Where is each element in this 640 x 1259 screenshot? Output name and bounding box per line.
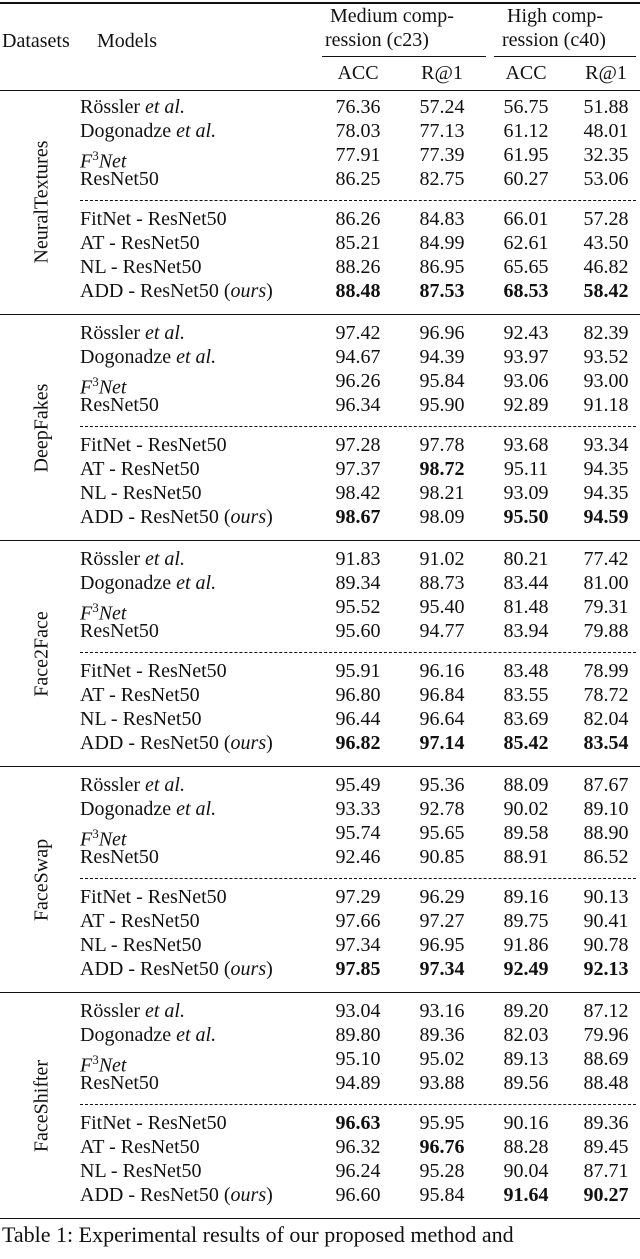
model-name bbox=[80, 394, 159, 417]
acc-high-cell: 95.11 bbox=[503, 458, 549, 480]
model-name-text: ResNet50 bbox=[80, 394, 159, 416]
r1-medium-cell: 95.84 bbox=[419, 1184, 465, 1206]
r1-high-cell: 90.27 bbox=[583, 1184, 629, 1206]
acc-high-cell: 62.61 bbox=[503, 232, 549, 254]
model-name-italic: F bbox=[80, 1054, 93, 1077]
r1-medium-cell: 95.90 bbox=[419, 394, 465, 416]
header-datasets: Datasets bbox=[2, 30, 70, 52]
model-name-italic: et al. bbox=[145, 96, 185, 118]
model-name bbox=[80, 798, 216, 821]
acc-high-cell: 83.44 bbox=[503, 572, 549, 594]
r1-medium-cell: 87.53 bbox=[419, 280, 465, 302]
group-bottom-rule bbox=[0, 540, 640, 541]
model-name bbox=[80, 208, 227, 231]
r1-medium-cell: 97.78 bbox=[419, 434, 465, 456]
model-name bbox=[80, 1136, 200, 1159]
acc-medium-cell: 97.37 bbox=[335, 458, 381, 480]
acc-high-cell: 89.56 bbox=[503, 1072, 549, 1094]
model-name bbox=[80, 732, 273, 755]
model-name-text: ADD - ResNet50 ( bbox=[80, 732, 231, 754]
model-name-text: ResNet50 bbox=[80, 846, 159, 868]
r1-medium-cell: 86.95 bbox=[419, 256, 465, 278]
acc-medium-cell: 94.89 bbox=[335, 1072, 381, 1094]
acc-medium-cell: 96.24 bbox=[335, 1160, 381, 1182]
model-name-text: Rössler bbox=[80, 774, 145, 796]
acc-high-cell: 93.68 bbox=[503, 434, 549, 456]
group-dashed-separator bbox=[80, 200, 636, 201]
model-name-italic: et al. bbox=[176, 346, 217, 368]
header-medium-line2: ression (c23) bbox=[325, 29, 429, 51]
model-name-text: ResNet50 bbox=[80, 620, 159, 642]
r1-high-cell: 86.52 bbox=[583, 846, 629, 868]
r1-medium-cell: 77.39 bbox=[419, 144, 465, 166]
acc-medium-cell: 93.33 bbox=[335, 798, 381, 820]
acc-high-cell: 91.64 bbox=[503, 1184, 549, 1206]
model-name-italic: et al. bbox=[176, 572, 217, 594]
r1-high-cell: 82.04 bbox=[583, 708, 629, 730]
acc-high-cell: 83.55 bbox=[503, 684, 549, 706]
r1-medium-cell: 94.77 bbox=[419, 620, 465, 642]
acc-medium-cell: 95.52 bbox=[335, 596, 381, 618]
model-name bbox=[80, 620, 159, 643]
model-name-text: FitNet - ResNet50 bbox=[80, 434, 227, 456]
r1-high-cell: 46.82 bbox=[583, 256, 629, 278]
r1-medium-cell: 88.73 bbox=[419, 572, 465, 594]
header-acc-high: ACC bbox=[505, 62, 547, 84]
acc-medium-cell: 93.04 bbox=[335, 1000, 381, 1022]
r1-high-cell: 89.10 bbox=[583, 798, 629, 820]
model-name-italic: et al. bbox=[145, 774, 185, 796]
group-bottom-rule bbox=[0, 992, 640, 993]
model-name-text: NL - ResNet50 bbox=[80, 1160, 202, 1182]
model-name-italic: ours bbox=[230, 280, 267, 302]
group-dashed-separator bbox=[80, 878, 636, 879]
r1-high-cell: 77.42 bbox=[583, 548, 629, 570]
high-span-rule bbox=[494, 56, 636, 57]
model-name bbox=[80, 572, 216, 595]
model-name bbox=[80, 322, 185, 345]
acc-medium-cell: 96.82 bbox=[335, 732, 381, 754]
acc-medium-cell: 96.60 bbox=[335, 1184, 381, 1206]
model-name-italic: Net bbox=[98, 376, 127, 399]
acc-high-cell: 83.94 bbox=[503, 620, 549, 642]
dataset-label: FaceShifter bbox=[30, 1059, 53, 1153]
model-name-italic: et al. bbox=[176, 120, 217, 142]
r1-high-cell: 88.48 bbox=[583, 1072, 629, 1094]
r1-high-cell: 79.96 bbox=[583, 1024, 629, 1046]
r1-medium-cell: 95.84 bbox=[419, 370, 465, 392]
acc-high-cell: 93.97 bbox=[503, 346, 549, 368]
group-bottom-rule bbox=[0, 766, 640, 767]
model-name-text: ADD - ResNet50 ( bbox=[80, 958, 231, 980]
r1-high-cell: 94.59 bbox=[583, 506, 629, 528]
r1-high-cell: 87.67 bbox=[583, 774, 629, 796]
r1-high-cell: 88.90 bbox=[583, 822, 629, 844]
model-name-text: Dogonadze bbox=[80, 346, 177, 368]
acc-medium-cell: 86.26 bbox=[335, 208, 381, 230]
header-medium-line1: Medium comp- bbox=[330, 5, 454, 27]
header-bottom-rule bbox=[0, 90, 640, 91]
acc-medium-cell: 94.67 bbox=[335, 346, 381, 368]
r1-high-cell: 93.34 bbox=[583, 434, 629, 456]
model-name-text: Rössler bbox=[80, 548, 145, 570]
acc-high-cell: 91.86 bbox=[503, 934, 549, 956]
r1-medium-cell: 95.36 bbox=[419, 774, 465, 796]
header-r1-high: R@1 bbox=[585, 62, 627, 84]
r1-high-cell: 51.88 bbox=[583, 96, 629, 118]
model-name-text: AT - ResNet50 bbox=[80, 458, 200, 480]
acc-high-cell: 93.09 bbox=[503, 482, 549, 504]
model-name-text: ADD - ResNet50 ( bbox=[80, 280, 231, 302]
model-name bbox=[80, 1000, 185, 1023]
acc-high-cell: 83.48 bbox=[503, 660, 549, 682]
r1-medium-cell: 90.85 bbox=[419, 846, 465, 868]
model-name-italic: Net bbox=[98, 150, 127, 173]
acc-high-cell: 61.12 bbox=[503, 120, 549, 142]
acc-high-cell: 88.28 bbox=[503, 1136, 549, 1158]
model-name bbox=[80, 708, 201, 731]
table-caption: Table 1: Experimental results of our proposed method and bbox=[2, 1222, 514, 1247]
acc-high-cell: 60.27 bbox=[503, 168, 549, 190]
r1-medium-cell: 93.88 bbox=[419, 1072, 465, 1094]
r1-medium-cell: 96.84 bbox=[419, 684, 465, 706]
acc-high-cell: 65.65 bbox=[503, 256, 549, 278]
acc-medium-cell: 98.42 bbox=[335, 482, 381, 504]
acc-high-cell: 83.69 bbox=[503, 708, 549, 730]
acc-high-cell: 92.89 bbox=[503, 394, 549, 416]
r1-high-cell: 43.50 bbox=[583, 232, 629, 254]
model-name-text: Rössler bbox=[80, 1000, 145, 1022]
model-name-superscript: 3 bbox=[92, 826, 99, 841]
r1-high-cell: 32.35 bbox=[583, 144, 629, 166]
model-name-text: ResNet50 bbox=[80, 1072, 159, 1094]
model-name bbox=[80, 774, 185, 797]
model-name-text: Rössler bbox=[80, 96, 145, 118]
model-name bbox=[80, 684, 200, 707]
r1-high-cell: 89.36 bbox=[583, 1112, 629, 1134]
r1-high-cell: 83.54 bbox=[583, 732, 629, 754]
model-name bbox=[80, 1024, 216, 1047]
acc-high-cell: 95.50 bbox=[503, 506, 549, 528]
acc-medium-cell: 95.91 bbox=[335, 660, 381, 682]
r1-medium-cell: 94.39 bbox=[419, 346, 465, 368]
r1-medium-cell: 97.14 bbox=[419, 732, 465, 754]
model-name-italic: Net bbox=[98, 602, 127, 625]
model-name-text: ) bbox=[266, 958, 273, 980]
r1-medium-cell: 57.24 bbox=[419, 96, 465, 118]
r1-medium-cell: 95.40 bbox=[419, 596, 465, 618]
r1-medium-cell: 82.75 bbox=[419, 168, 465, 190]
model-name-italic: Net bbox=[98, 828, 127, 851]
model-name-superscript: 3 bbox=[92, 1052, 99, 1067]
model-name-text: AT - ResNet50 bbox=[80, 232, 200, 254]
model-name-italic: F bbox=[80, 376, 93, 399]
acc-high-cell: 92.49 bbox=[503, 958, 549, 980]
r1-high-cell: 81.00 bbox=[583, 572, 629, 594]
model-name-text: NL - ResNet50 bbox=[80, 482, 202, 504]
model-name-italic: et al. bbox=[176, 1024, 217, 1046]
acc-medium-cell: 97.85 bbox=[335, 958, 381, 980]
dataset-label: DeepFakes bbox=[30, 383, 53, 473]
model-name-text: NL - ResNet50 bbox=[80, 708, 202, 730]
acc-medium-cell: 85.21 bbox=[335, 232, 381, 254]
r1-medium-cell: 96.64 bbox=[419, 708, 465, 730]
r1-medium-cell: 95.65 bbox=[419, 822, 465, 844]
acc-medium-cell: 78.03 bbox=[335, 120, 381, 142]
r1-medium-cell: 96.76 bbox=[419, 1136, 465, 1158]
r1-high-cell: 87.71 bbox=[583, 1160, 629, 1182]
acc-medium-cell: 96.26 bbox=[335, 370, 381, 392]
r1-high-cell: 78.99 bbox=[583, 660, 629, 682]
r1-medium-cell: 84.99 bbox=[419, 232, 465, 254]
model-name-text: NL - ResNet50 bbox=[80, 256, 202, 278]
acc-high-cell: 89.20 bbox=[503, 1000, 549, 1022]
acc-high-cell: 89.13 bbox=[503, 1048, 549, 1070]
model-name bbox=[80, 910, 200, 933]
model-name bbox=[80, 934, 201, 957]
acc-high-cell: 90.04 bbox=[503, 1160, 549, 1182]
r1-high-cell: 58.42 bbox=[583, 280, 629, 302]
acc-medium-cell: 97.34 bbox=[335, 934, 381, 956]
model-name-italic: et al. bbox=[145, 322, 185, 344]
acc-medium-cell: 96.32 bbox=[335, 1136, 381, 1158]
model-name bbox=[80, 256, 201, 279]
acc-medium-cell: 95.49 bbox=[335, 774, 381, 796]
group-dashed-separator bbox=[80, 426, 636, 427]
model-name-text: ADD - ResNet50 ( bbox=[80, 506, 231, 528]
group-dashed-separator bbox=[80, 652, 636, 653]
r1-high-cell: 90.78 bbox=[583, 934, 629, 956]
model-name bbox=[80, 280, 273, 303]
r1-high-cell: 90.41 bbox=[583, 910, 629, 932]
r1-high-cell: 93.00 bbox=[583, 370, 629, 392]
model-name-text: FitNet - ResNet50 bbox=[80, 660, 227, 682]
acc-medium-cell: 97.42 bbox=[335, 322, 381, 344]
acc-medium-cell: 98.67 bbox=[335, 506, 381, 528]
model-name bbox=[80, 1184, 273, 1207]
model-name-text: AT - ResNet50 bbox=[80, 910, 200, 932]
model-name-italic: Net bbox=[98, 1054, 127, 1077]
model-name-italic: et al. bbox=[145, 548, 185, 570]
model-name-italic: ours bbox=[230, 958, 267, 980]
acc-high-cell: 56.75 bbox=[503, 96, 549, 118]
acc-high-cell: 85.42 bbox=[503, 732, 549, 754]
acc-high-cell: 88.09 bbox=[503, 774, 549, 796]
acc-medium-cell: 96.63 bbox=[335, 1112, 381, 1134]
model-name bbox=[80, 232, 200, 255]
model-name-text: FitNet - ResNet50 bbox=[80, 886, 227, 908]
r1-medium-cell: 95.95 bbox=[419, 1112, 465, 1134]
model-name bbox=[80, 1072, 159, 1095]
model-name-text: AT - ResNet50 bbox=[80, 684, 200, 706]
model-name-superscript: 3 bbox=[92, 148, 99, 163]
model-name-italic: ours bbox=[230, 732, 267, 754]
acc-medium-cell: 86.25 bbox=[335, 168, 381, 190]
model-name-text: AT - ResNet50 bbox=[80, 1136, 200, 1158]
model-name-text: ) bbox=[266, 506, 273, 528]
acc-high-cell: 90.16 bbox=[503, 1112, 549, 1134]
model-name-text: ) bbox=[266, 1184, 273, 1206]
acc-high-cell: 68.53 bbox=[503, 280, 549, 302]
top-rule bbox=[0, 2, 640, 4]
r1-medium-cell: 96.95 bbox=[419, 934, 465, 956]
model-name bbox=[80, 120, 216, 143]
r1-high-cell: 92.13 bbox=[583, 958, 629, 980]
acc-high-cell: 82.03 bbox=[503, 1024, 549, 1046]
r1-high-cell: 89.45 bbox=[583, 1136, 629, 1158]
model-name bbox=[80, 846, 159, 869]
acc-medium-cell: 91.83 bbox=[335, 548, 381, 570]
model-name-text: ResNet50 bbox=[80, 168, 159, 190]
acc-medium-cell: 95.10 bbox=[335, 1048, 381, 1070]
model-name bbox=[80, 506, 273, 529]
model-name bbox=[80, 96, 185, 119]
r1-high-cell: 57.28 bbox=[583, 208, 629, 230]
r1-high-cell: 94.35 bbox=[583, 458, 629, 480]
model-name bbox=[80, 1160, 201, 1183]
acc-medium-cell: 88.48 bbox=[335, 280, 381, 302]
header-high-line1: High comp- bbox=[507, 5, 604, 27]
r1-high-cell: 94.35 bbox=[583, 482, 629, 504]
model-name-italic: F bbox=[80, 828, 93, 851]
group-bottom-rule bbox=[0, 1218, 640, 1219]
model-name-superscript: 3 bbox=[92, 374, 99, 389]
model-name-text: NL - ResNet50 bbox=[80, 934, 202, 956]
model-name-text: FitNet - ResNet50 bbox=[80, 208, 227, 230]
r1-medium-cell: 98.21 bbox=[419, 482, 465, 504]
acc-medium-cell: 89.34 bbox=[335, 572, 381, 594]
acc-high-cell: 89.75 bbox=[503, 910, 549, 932]
acc-high-cell: 88.91 bbox=[503, 846, 549, 868]
acc-medium-cell: 97.29 bbox=[335, 886, 381, 908]
r1-medium-cell: 95.02 bbox=[419, 1048, 465, 1070]
header-models: Models bbox=[97, 30, 157, 52]
r1-medium-cell: 93.16 bbox=[419, 1000, 465, 1022]
model-name-text: Dogonadze bbox=[80, 572, 177, 594]
r1-medium-cell: 96.16 bbox=[419, 660, 465, 682]
model-name-italic: et al. bbox=[176, 798, 217, 820]
model-name bbox=[80, 346, 216, 369]
r1-high-cell: 90.13 bbox=[583, 886, 629, 908]
r1-high-cell: 53.06 bbox=[583, 168, 629, 190]
r1-high-cell: 82.39 bbox=[583, 322, 629, 344]
r1-medium-cell: 77.13 bbox=[419, 120, 465, 142]
dataset-label: NeuralTextures bbox=[30, 140, 53, 264]
model-name bbox=[80, 958, 273, 981]
r1-medium-cell: 97.27 bbox=[419, 910, 465, 932]
acc-high-cell: 92.43 bbox=[503, 322, 549, 344]
r1-medium-cell: 96.96 bbox=[419, 322, 465, 344]
acc-high-cell: 81.48 bbox=[503, 596, 549, 618]
acc-high-cell: 66.01 bbox=[503, 208, 549, 230]
acc-high-cell: 80.21 bbox=[503, 548, 549, 570]
header-acc-medium: ACC bbox=[337, 62, 379, 84]
dataset-label: FaceSwap bbox=[30, 838, 53, 922]
r1-high-cell: 79.88 bbox=[583, 620, 629, 642]
acc-medium-cell: 77.91 bbox=[335, 144, 381, 166]
r1-high-cell: 93.52 bbox=[583, 346, 629, 368]
r1-high-cell: 88.69 bbox=[583, 1048, 629, 1070]
model-name bbox=[80, 660, 227, 683]
r1-high-cell: 78.72 bbox=[583, 684, 629, 706]
medium-span-rule bbox=[322, 56, 486, 57]
r1-medium-cell: 97.34 bbox=[419, 958, 465, 980]
model-name-text: Dogonadze bbox=[80, 120, 177, 142]
acc-high-cell: 93.06 bbox=[503, 370, 549, 392]
acc-medium-cell: 92.46 bbox=[335, 846, 381, 868]
r1-medium-cell: 92.78 bbox=[419, 798, 465, 820]
acc-medium-cell: 89.80 bbox=[335, 1024, 381, 1046]
acc-medium-cell: 95.74 bbox=[335, 822, 381, 844]
model-name-text: FitNet - ResNet50 bbox=[80, 1112, 227, 1134]
model-name-italic: F bbox=[80, 150, 93, 173]
group-dashed-separator bbox=[80, 1104, 636, 1105]
acc-high-cell: 89.58 bbox=[503, 822, 549, 844]
model-name-italic: ours bbox=[230, 506, 267, 528]
model-name bbox=[80, 482, 201, 505]
r1-medium-cell: 98.09 bbox=[419, 506, 465, 528]
header-high-line2: ression (c40) bbox=[502, 29, 606, 51]
model-name-superscript: 3 bbox=[92, 600, 99, 615]
acc-medium-cell: 88.26 bbox=[335, 256, 381, 278]
model-name-text: ADD - ResNet50 ( bbox=[80, 1184, 231, 1206]
acc-high-cell: 61.95 bbox=[503, 144, 549, 166]
r1-high-cell: 48.01 bbox=[583, 120, 629, 142]
acc-medium-cell: 95.60 bbox=[335, 620, 381, 642]
model-name-text: ) bbox=[266, 280, 273, 302]
header-r1-medium: R@1 bbox=[421, 62, 463, 84]
acc-high-cell: 90.02 bbox=[503, 798, 549, 820]
r1-medium-cell: 91.02 bbox=[419, 548, 465, 570]
model-name bbox=[80, 1112, 227, 1135]
model-name-text: Rössler bbox=[80, 322, 145, 344]
model-name-text: Dogonadze bbox=[80, 798, 177, 820]
r1-high-cell: 87.12 bbox=[583, 1000, 629, 1022]
acc-medium-cell: 96.44 bbox=[335, 708, 381, 730]
group-bottom-rule bbox=[0, 314, 640, 315]
model-name-italic: et al. bbox=[145, 1000, 185, 1022]
model-name bbox=[80, 548, 185, 571]
r1-medium-cell: 95.28 bbox=[419, 1160, 465, 1182]
acc-medium-cell: 96.34 bbox=[335, 394, 381, 416]
model-name-text: ) bbox=[266, 732, 273, 754]
model-name bbox=[80, 434, 227, 457]
acc-medium-cell: 97.66 bbox=[335, 910, 381, 932]
r1-medium-cell: 89.36 bbox=[419, 1024, 465, 1046]
acc-medium-cell: 76.36 bbox=[335, 96, 381, 118]
r1-medium-cell: 96.29 bbox=[419, 886, 465, 908]
model-name bbox=[80, 168, 159, 191]
acc-high-cell: 89.16 bbox=[503, 886, 549, 908]
model-name-italic: F bbox=[80, 602, 93, 625]
acc-medium-cell: 96.80 bbox=[335, 684, 381, 706]
model-name-italic: ours bbox=[230, 1184, 267, 1206]
acc-medium-cell: 97.28 bbox=[335, 434, 381, 456]
r1-high-cell: 91.18 bbox=[583, 394, 629, 416]
r1-medium-cell: 98.72 bbox=[419, 458, 465, 480]
model-name-text: Dogonadze bbox=[80, 1024, 177, 1046]
model-name bbox=[80, 886, 227, 909]
model-name bbox=[80, 458, 200, 481]
dataset-label: Face2Face bbox=[30, 611, 53, 697]
r1-high-cell: 79.31 bbox=[583, 596, 629, 618]
r1-medium-cell: 84.83 bbox=[419, 208, 465, 230]
